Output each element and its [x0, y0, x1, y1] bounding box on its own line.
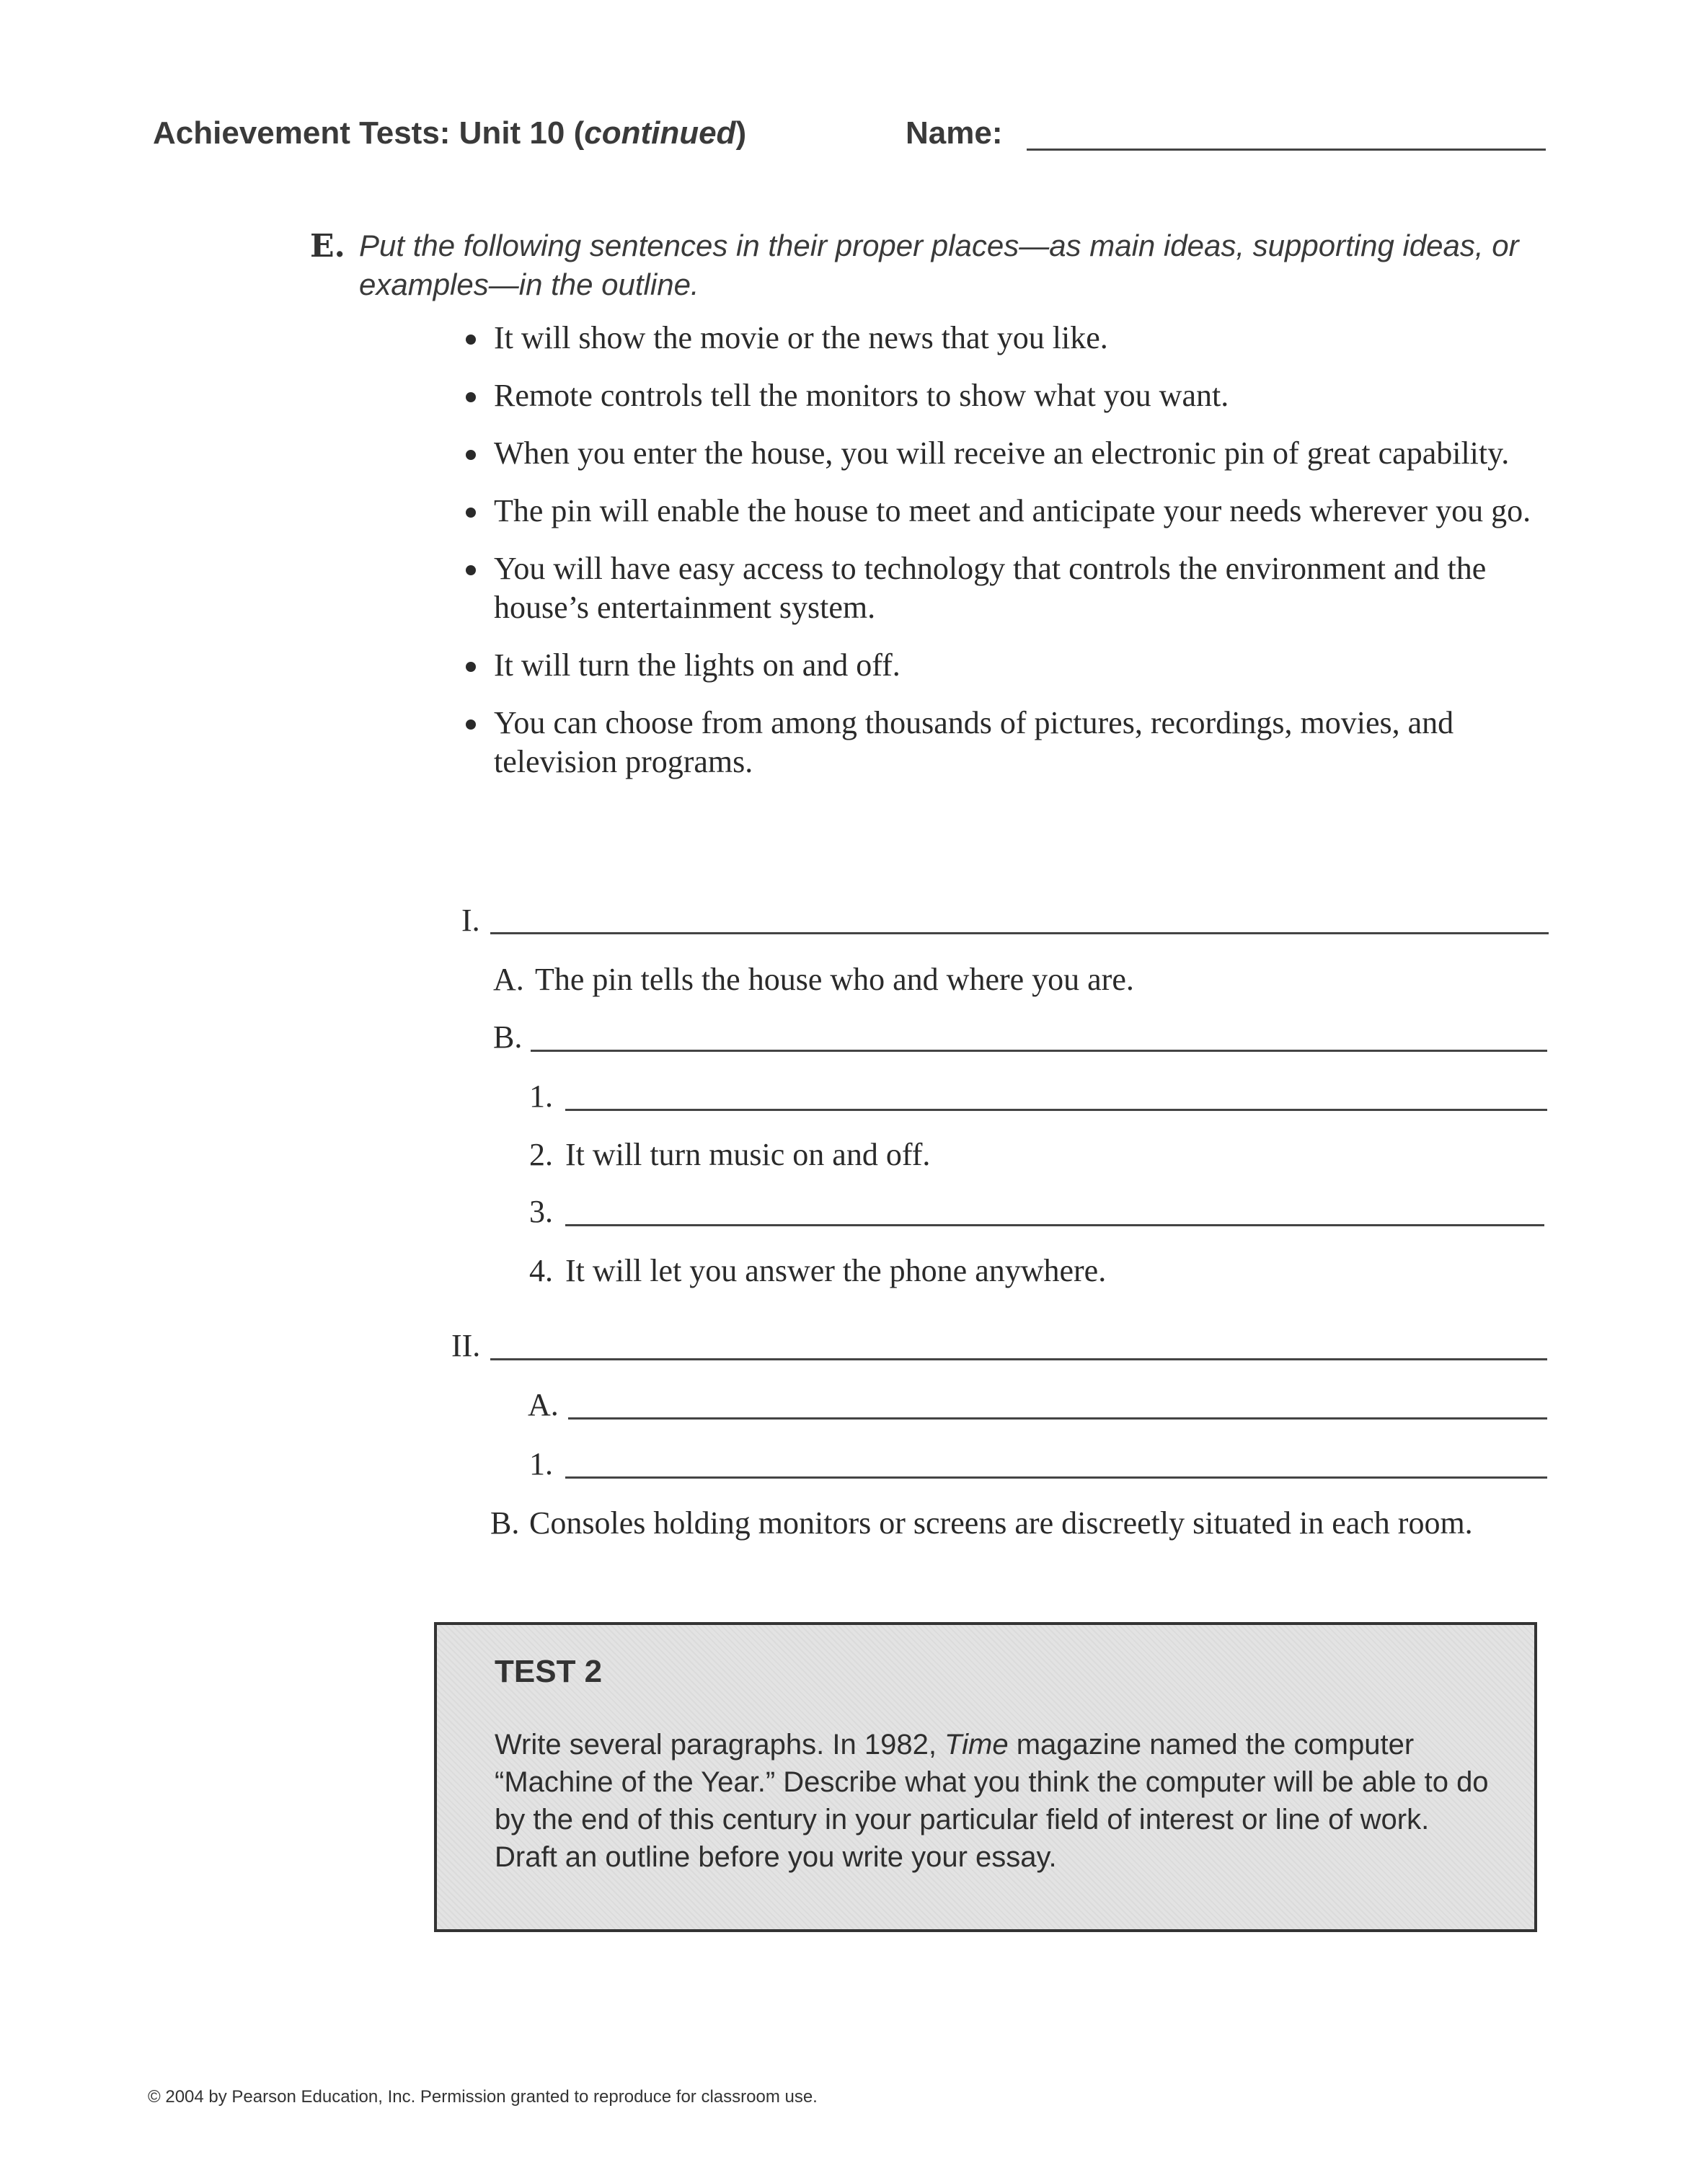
bullet-item: When you enter the house, you will receive an electronic pin of great capability. [461, 434, 1550, 473]
section-letter: E. [310, 228, 345, 265]
outline-label-I-B-4: 4. [529, 1253, 553, 1288]
bullet-item: It will turn the lights on and off. [461, 646, 1550, 685]
outline-blank-I[interactable] [490, 932, 1549, 934]
instructions-line-2: examples—in the outline. [359, 267, 699, 301]
sentence-bullet-list [461, 319, 1550, 800]
outline-label-I-B-3: 3. [529, 1194, 553, 1229]
test-2-body-part-1: Write several paragraphs. In 1982, [495, 1729, 945, 1761]
bullet-item: The pin will enable the house to meet and anticipate your needs wherever you go. [461, 492, 1550, 531]
outline-label-I-A: A. [493, 962, 524, 997]
outline-label-I-B-1: 1. [529, 1079, 553, 1114]
test-2-instructions [495, 1726, 1490, 1876]
outline-label-II-B: B. [490, 1505, 520, 1541]
outline-text-I-A: The pin tells the house who and where you are. [535, 962, 1134, 997]
header-title-close: ) [735, 115, 747, 151]
outline-label-II-A-1: 1. [529, 1446, 553, 1482]
outline-label-I-B-2: 2. [529, 1137, 553, 1172]
bullet-item: It will show the movie or the news that you like. [461, 319, 1550, 358]
outline-blank-I-B[interactable] [531, 1050, 1547, 1052]
name-label: Name: [906, 115, 1003, 151]
header-title-text: Achievement Tests: Unit 10 ( [153, 115, 585, 151]
test-2-box [434, 1622, 1537, 1932]
outline-label-I: I. [461, 903, 480, 938]
outline-text-I-B-2: It will turn music on and off. [565, 1137, 931, 1172]
test-2-body-part-2: magazine named the computer “Machine of the Year.” Describe what you think the computer will be able to do by the end of this century in your particular field of interest or line of work. Draft an outline before you write your essay. [495, 1729, 1489, 1873]
outline-blank-I-B-3[interactable] [565, 1224, 1544, 1226]
outline-label-II: II. [451, 1328, 481, 1363]
copyright-footer: © 2004 by Pearson Education, Inc. Permission granted to reproduce for classroom use. [148, 2087, 818, 2107]
outline-text-I-B-4: It will let you answer the phone anywhere. [565, 1253, 1107, 1288]
outline-blank-II-A[interactable] [568, 1417, 1547, 1420]
outline-blank-I-B-1[interactable] [565, 1109, 1547, 1111]
outline-label-I-B: B. [493, 1019, 523, 1055]
instructions-line-1: Put the following sentences in their proper places—as main ideas, supporting ideas, or [359, 229, 1519, 262]
outline-text-II-B: Consoles holding monitors or screens are discreetly situated in each room. [529, 1505, 1473, 1541]
test-2-title: TEST 2 [495, 1654, 603, 1689]
section-instructions [359, 226, 1527, 304]
name-field-line[interactable] [1027, 149, 1546, 151]
outline-label-II-A: A. [528, 1387, 559, 1422]
bullet-item: You can choose from among thousands of pictures, recordings, movies, and television programs. [461, 704, 1550, 781]
test-2-body-italic: Time [944, 1729, 1009, 1761]
header-title [153, 115, 746, 151]
bullet-item: You will have easy access to technology that controls the environment and the house’s entertainment system. [461, 549, 1550, 627]
header-title-italic: continued [584, 115, 736, 151]
outline-blank-II[interactable] [490, 1358, 1547, 1360]
bullet-item: Remote controls tell the monitors to show what you want. [461, 376, 1550, 415]
outline-blank-II-A-1[interactable] [565, 1476, 1547, 1479]
